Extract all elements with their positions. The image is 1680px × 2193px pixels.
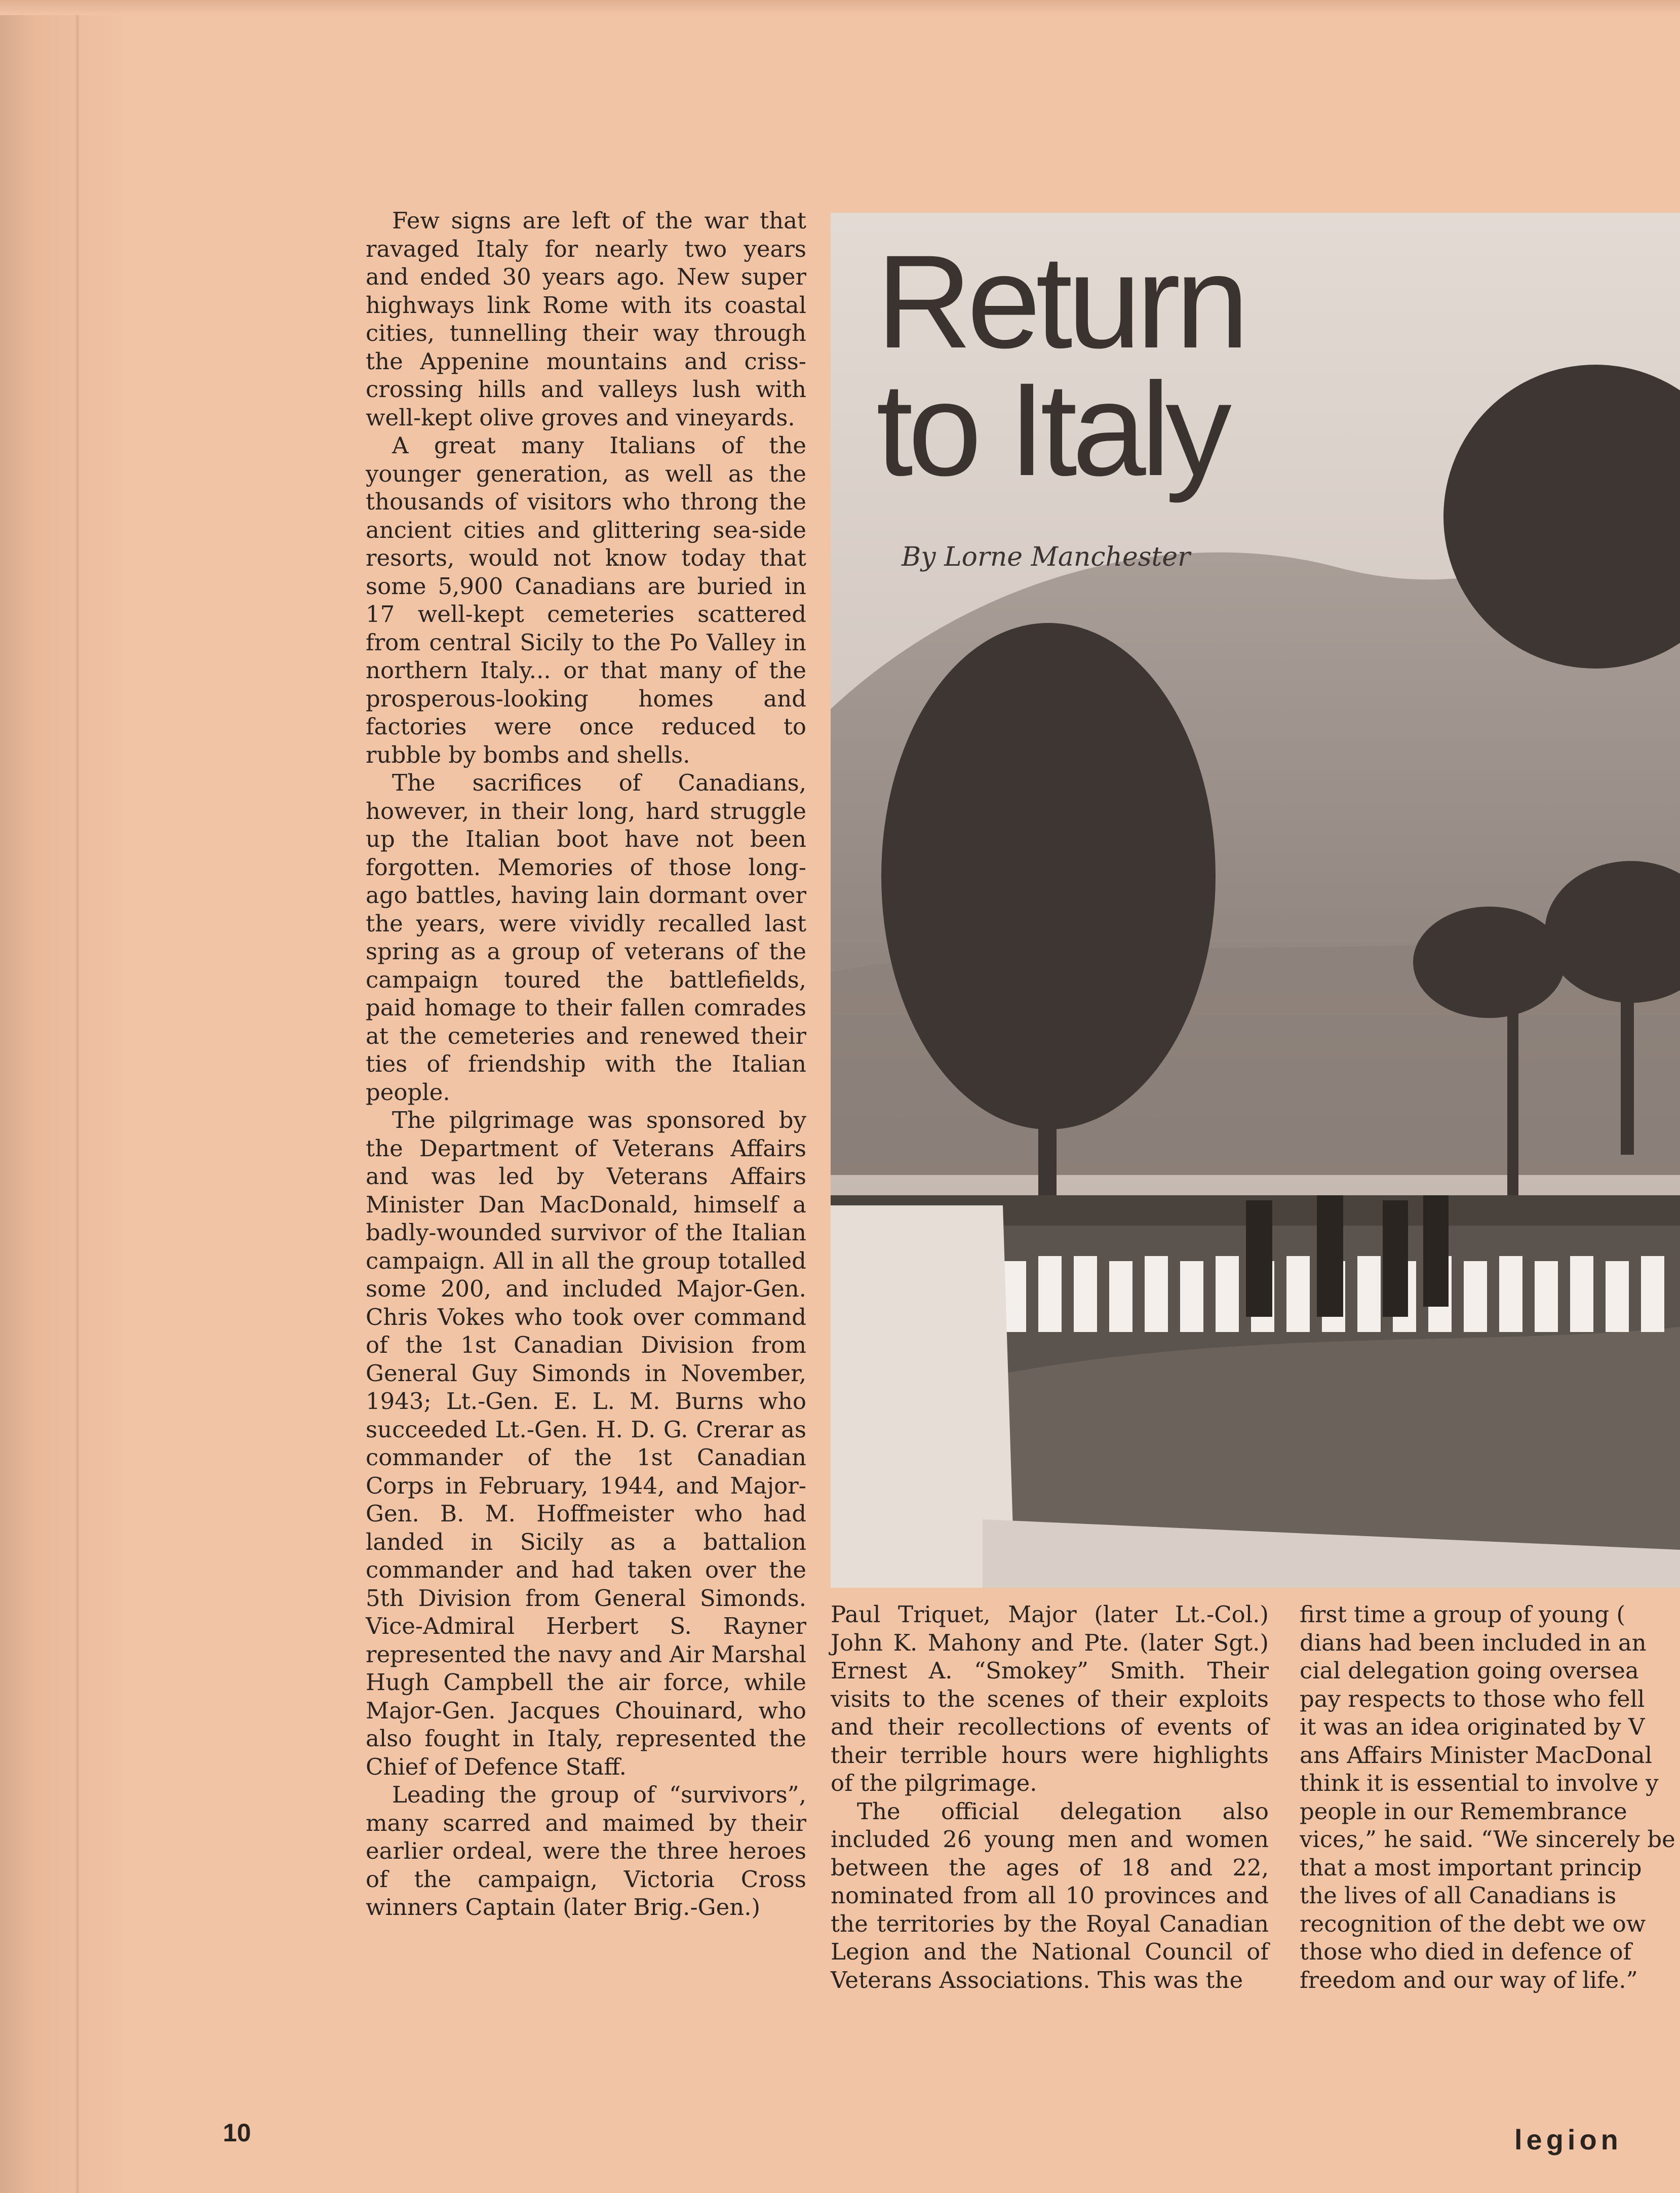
text-line: vices,” he said. “We sincerely be (1300, 1826, 1675, 1853)
article-column-2 (831, 1600, 1269, 1994)
page-number: 10 (223, 2119, 251, 2147)
text-line: people in our Remembrance (1300, 1797, 1627, 1825)
text-line: think it is essential to involve y (1300, 1770, 1659, 1796)
text-line: freedom and our way of life.” (1300, 1966, 1638, 1993)
paragraph: The pilgrimage was sponsored by the Department of Veterans Affairs and was led by Veterans Affairs Minister Dan MacDonald, himself a badly-wounded survivor of the Italian campaign. All in all the group totalled some 200, and included Major-Gen. Chris Vokes who took over command of the 1st Canadian Division from General Guy Simonds in November, 1943; Lt.-Gen. E. L. M. Burns who succeeded Lt.-Gen. H. D. G. Crerar as commander of the 1st Canadian Corps in February, 1944, and Major-Gen. B. M. Hoffmeister who had landed in Sicily as a battalion commander and had taken over the 5th Division from General Simonds. Vice-Admiral Herbert S. Rayner represented the navy and Air Marshal Hugh Campbell the air force, while Major-Gen. Jacques Chouinard, who also fought in Italy, represented the Chief of Defence Staff. (366, 1107, 806, 1780)
text-line: recognition of the debt we ow (1300, 1910, 1646, 1937)
article-title-line-1: Return (876, 227, 1244, 376)
text-line: it was an idea originated by V (1300, 1713, 1645, 1740)
text-line: that a most important princip (1300, 1854, 1642, 1881)
text-line: first time a group of young ( (1300, 1601, 1625, 1628)
publication-name: legion (1514, 2124, 1622, 2156)
article-column-3 (1300, 1600, 1680, 1994)
article-column-1 (366, 207, 806, 1922)
paragraph: Leading the group of “survivors”, many scarred and maimed by their earlier ordeal, were the three heroes of the campaign, Victoria Cross winners Captain (later Brig.-Gen.) (366, 1781, 806, 1921)
text-line: pay respects to those who fell (1300, 1685, 1645, 1712)
text-line: dians had been included in an (1300, 1629, 1647, 1656)
paragraph: The sacrifices of Canadians, however, in their long, hard struggle up the Italian boot have not been forgotten. Memories of those long-ago battles, having lain dormant over the years, were vividly recalled last spring as a group of veterans of the campaign toured the battlefields, paid homage to their fallen comrades at the cemeteries and renewed their ties of friendship with the Italian people. (366, 769, 806, 1106)
text-line: the lives of all Canadians is (1300, 1882, 1617, 1909)
article-title (876, 227, 1244, 503)
text-line: cial delegation going oversea (1300, 1657, 1639, 1684)
paragraph: Few signs are left of the war that ravaged Italy for nearly two years and ended 30 years ago. New super highways link Rome with its coastal cities, tunnelling their way through the Appenine mountains and criss-crossing hills and valleys lush with well-kept olive groves and vineyards. (366, 207, 806, 431)
paper-left-edge (0, 0, 122, 2193)
paragraph: The official delegation also included 26 young men and women between the ages of 18 and 22, nominated from all 10 provinces and the territories by the Royal Canadian Legion and the National Council of Veterans Associations. This was the (831, 1797, 1269, 1993)
text-line: those who died in defence of (1300, 1938, 1632, 1965)
paragraph: Paul Triquet, Major (later Lt.-Col.) John K. Mahony and Pte. (later Sgt.) Ernest A. “Smokey” Smith. Their visits to the scenes of their exploits and their recollections of events of their terrible hours were highlights of the pilgrimage. (831, 1601, 1269, 1796)
paper-fold-line (76, 0, 79, 2193)
text-line: ans Affairs Minister MacDonal (1300, 1741, 1652, 1769)
paragraph: A great many Italians of the younger generation, as well as the thousands of visitors who throng the ancient cities and glittering sea-side resorts, would not know today that some 5,900 Canadians are buried in 17 well-kept cemeteries scattered from central Sicily to the Po Valley in northern Italy... or that many of the prosperous-looking homes and factories were once reduced to rubble by bombs and shells. (366, 432, 806, 768)
article-byline: By Lorne Manchester (902, 542, 1190, 572)
paper-top-edge (0, 0, 1680, 15)
article-title-line-2: to Italy (876, 355, 1227, 503)
